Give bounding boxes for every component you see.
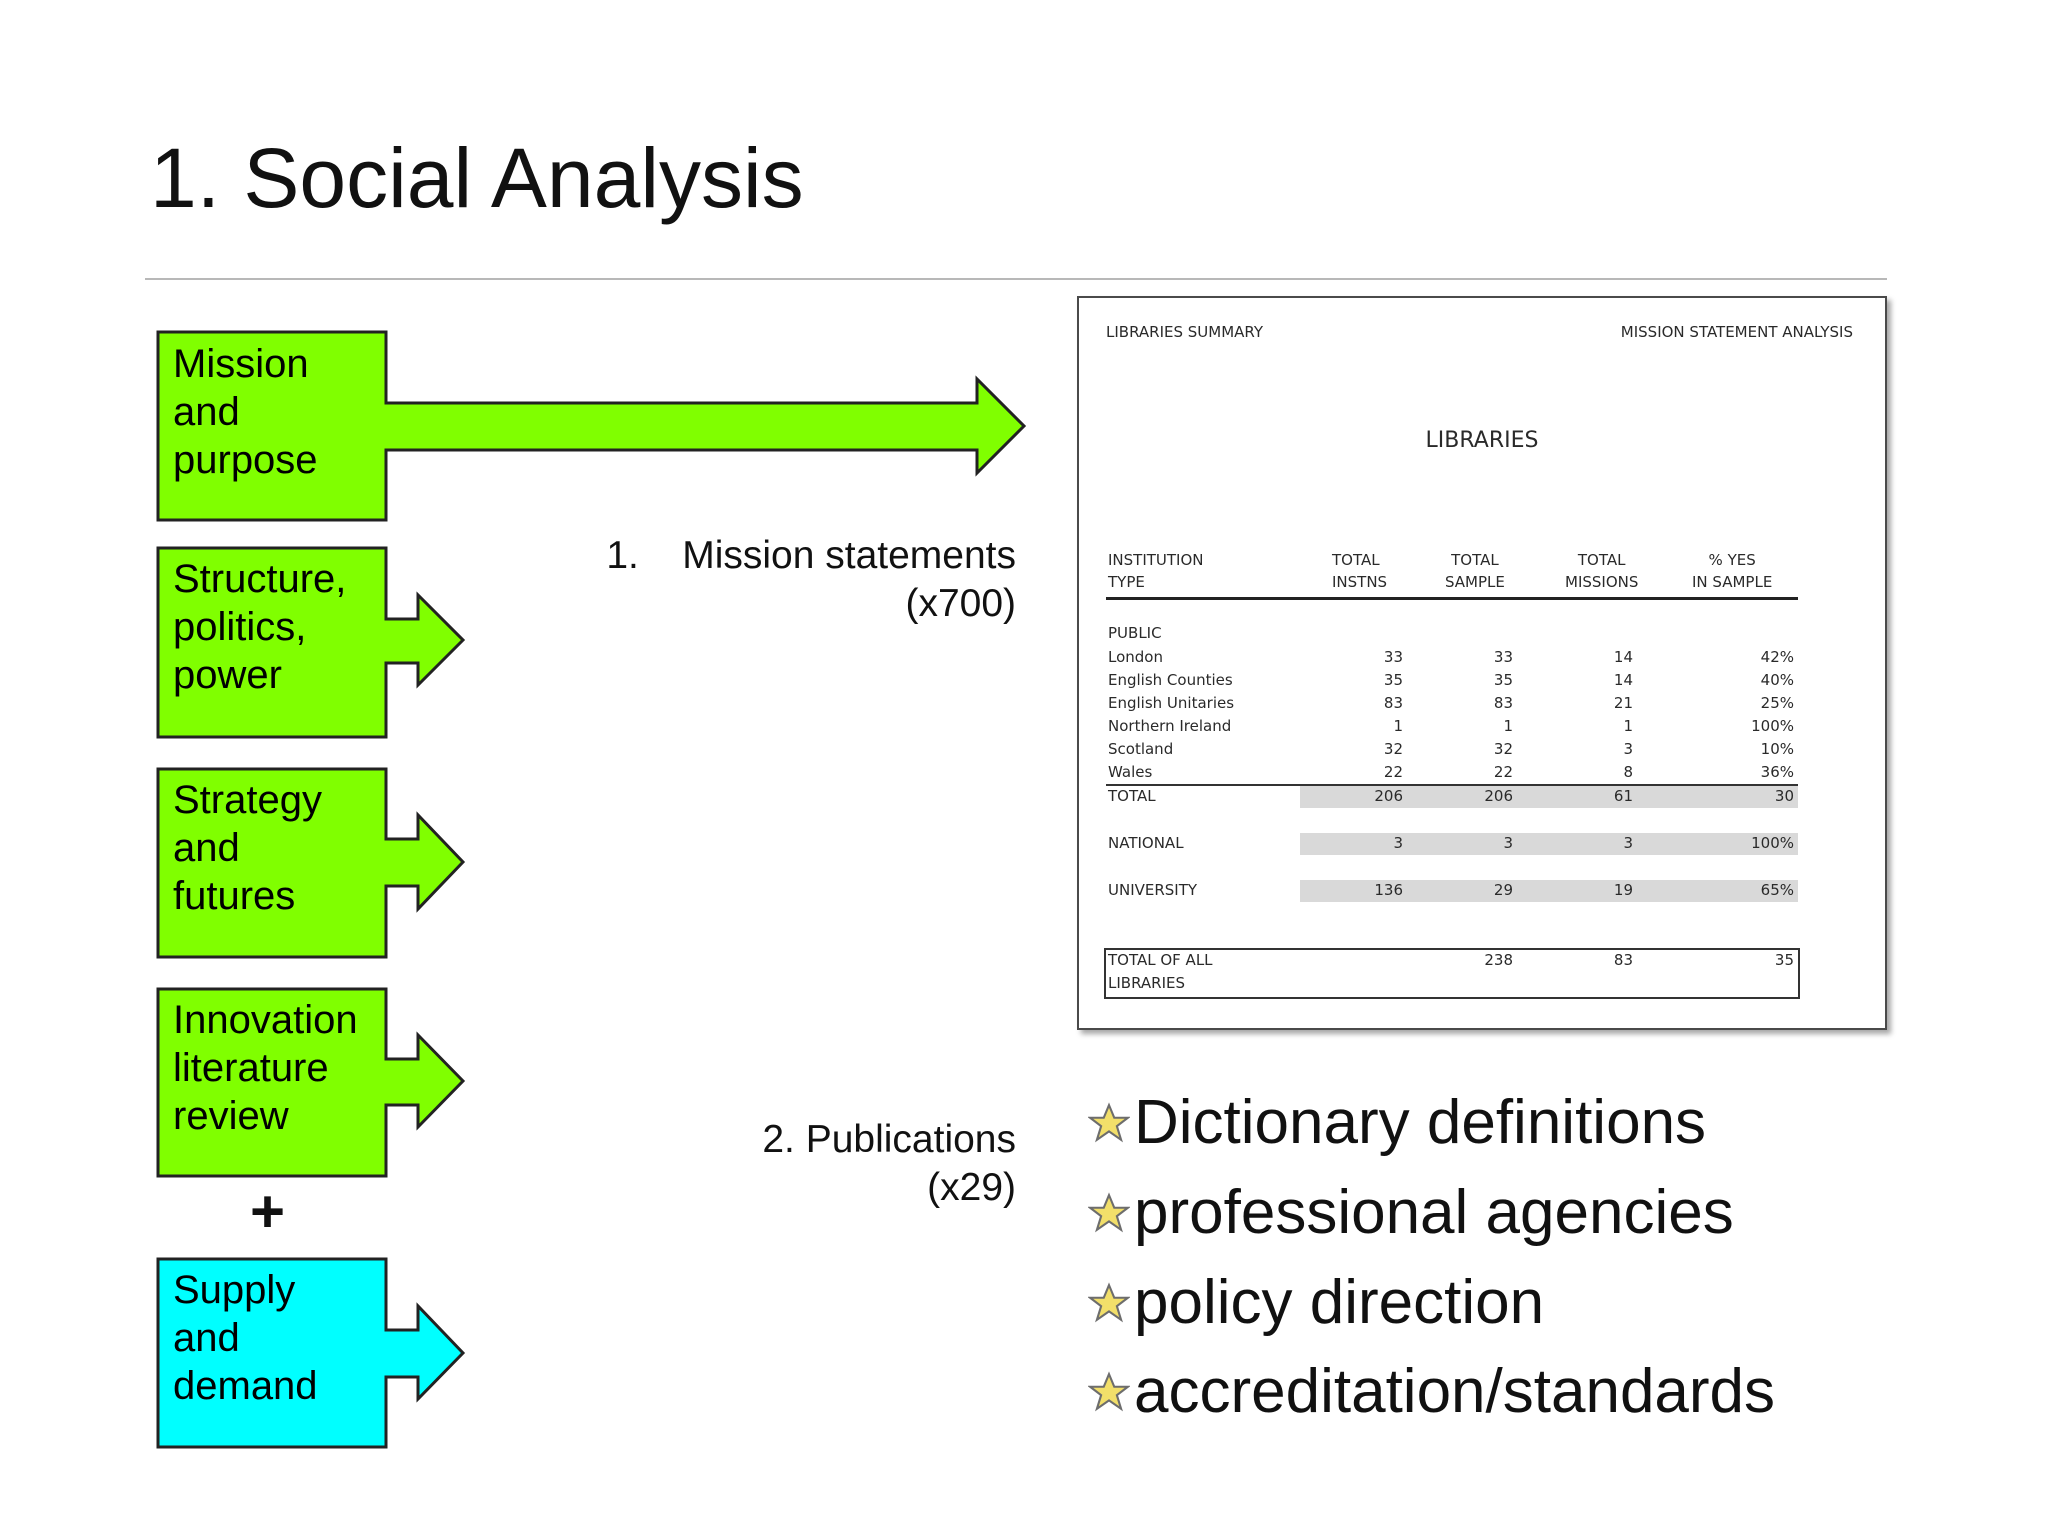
public-row-cell: 40%: [1760, 671, 1794, 689]
col-header-line: TYPE: [1108, 573, 1145, 591]
box-label-line: review: [173, 1094, 289, 1138]
public-row-cell: 1: [1393, 717, 1403, 735]
box-label-line: Supply: [173, 1268, 296, 1312]
total-row-cell: 206: [1374, 787, 1403, 805]
university-row-label: UNIVERSITY: [1108, 881, 1198, 899]
col-header-line: TOTAL: [1332, 551, 1380, 569]
star-icon: [1088, 1102, 1130, 1144]
public-row-cell: 42%: [1760, 648, 1794, 666]
box-label-line: Innovation: [173, 998, 358, 1042]
public-row-cell: 33: [1493, 648, 1513, 666]
col-header-line: INSTNS: [1332, 573, 1388, 591]
university-row-cell: 136: [1374, 881, 1403, 899]
bullet-text: Dictionary definitions: [1134, 1088, 1707, 1157]
col-header-line: % YES: [1708, 551, 1756, 569]
libraries-summary-table: [1077, 296, 1887, 1030]
bullet-item: [1088, 1353, 1775, 1431]
public-row-cell: 32: [1383, 740, 1403, 758]
public-row-cell: 83: [1493, 694, 1513, 712]
public-row-label: London: [1108, 648, 1163, 666]
public-row-cell: 3: [1623, 740, 1633, 758]
box-strategy-label: [173, 776, 322, 920]
bullet-text: policy direction: [1134, 1268, 1545, 1337]
bullet-item: [1088, 1084, 1706, 1162]
box-supply-label: [173, 1266, 318, 1410]
public-row-cell: 8: [1623, 763, 1633, 781]
public-row-label: English Counties: [1108, 671, 1233, 689]
star-icon: [1088, 1192, 1130, 1234]
box-label-line: literature: [173, 1046, 329, 1090]
table-header-left: LIBRARIES SUMMARY: [1106, 323, 1264, 341]
public-row-cell: 35: [1493, 671, 1513, 689]
total-row-label: TOTAL: [1108, 787, 1156, 805]
public-row-cell: 22: [1493, 763, 1513, 781]
public-row-cell: 36%: [1760, 763, 1794, 781]
university-row-cell: 65%: [1760, 881, 1794, 899]
col-header-line: INSTITUTION: [1108, 551, 1204, 569]
box-label-line: power: [173, 653, 282, 697]
mission-statements-line: 1. Mission statements: [606, 534, 1016, 577]
col-header-line: TOTAL: [1451, 551, 1499, 569]
bullet-item: [1088, 1264, 1544, 1342]
publications-line: 2. Publications: [762, 1118, 1016, 1161]
public-row-cell: 21: [1613, 694, 1633, 712]
grand-total-label: [1108, 949, 1213, 995]
grand-total-label-line: LIBRARIES: [1108, 974, 1185, 992]
box-innovation-label: [173, 996, 358, 1140]
public-row-cell: 14: [1613, 671, 1633, 689]
col-header-line: SAMPLE: [1445, 573, 1505, 591]
university-row-cell: 29: [1493, 881, 1513, 899]
box-label-line: Strategy: [173, 778, 322, 822]
table-header-right: MISSION STATEMENT ANALYSIS: [1620, 323, 1853, 341]
section-public: PUBLIC: [1108, 624, 1162, 642]
public-row-label: English Unitaries: [1108, 694, 1235, 712]
national-row-cell: 3: [1393, 834, 1403, 852]
total-row-cell: 30: [1774, 787, 1794, 805]
col-header-line: MISSIONS: [1565, 573, 1639, 591]
mission-statements-count: (x700): [905, 582, 1016, 625]
box-label-line: Structure,: [173, 557, 347, 601]
bullet-text: professional agencies: [1134, 1178, 1734, 1247]
public-row-cell: 100%: [1751, 717, 1794, 735]
star-icon: [1088, 1282, 1130, 1324]
grand-total-sample: 238: [1484, 951, 1513, 969]
star-icon: [1088, 1371, 1130, 1413]
public-row-cell: 25%: [1760, 694, 1794, 712]
public-row-cell: 32: [1493, 740, 1513, 758]
national-row-label: NATIONAL: [1108, 834, 1184, 852]
public-row-label: Scotland: [1108, 740, 1174, 758]
table-rows: [1079, 298, 1885, 1028]
col-header-line: TOTAL: [1577, 551, 1626, 569]
mission-statements-label: [606, 532, 1016, 628]
table-title: LIBRARIES: [1425, 428, 1539, 453]
box-label-line: demand: [173, 1364, 318, 1408]
publications-label: [762, 1116, 1016, 1212]
public-row-label: Wales: [1108, 763, 1153, 781]
box-structure-label: [173, 555, 346, 699]
box-label-line: and: [173, 826, 240, 870]
national-row-cell: 3: [1503, 834, 1513, 852]
grand-total-pct: 35: [1774, 951, 1794, 969]
grand-total-missions: 83: [1613, 951, 1633, 969]
public-row-cell: 1: [1503, 717, 1513, 735]
university-row-cell: 19: [1613, 881, 1633, 899]
box-label-line: purpose: [173, 438, 318, 482]
national-row-cell: 3: [1623, 834, 1633, 852]
national-row-cell: 100%: [1751, 834, 1794, 852]
box-mission-label: [173, 340, 318, 484]
public-row-cell: 1: [1623, 717, 1633, 735]
bullet-text: accreditation/standards: [1134, 1357, 1776, 1426]
plus-sign: +: [250, 1178, 286, 1245]
bullet-item: [1088, 1174, 1734, 1252]
slide-title: 1. Social Analysis: [150, 131, 804, 225]
publications-count: (x29): [927, 1166, 1016, 1209]
box-label-line: and: [173, 390, 240, 434]
public-row-cell: 35: [1383, 671, 1403, 689]
public-row-cell: 10%: [1760, 740, 1794, 758]
total-row-cell: 61: [1613, 787, 1633, 805]
box-label-line: Mission: [173, 342, 309, 386]
public-row-cell: 33: [1383, 648, 1403, 666]
public-row-cell: 22: [1383, 763, 1403, 781]
public-row-cell: 14: [1613, 648, 1633, 666]
box-label-line: and: [173, 1316, 240, 1360]
box-label-line: futures: [173, 874, 296, 918]
public-row-cell: 83: [1383, 694, 1403, 712]
col-header-line: IN SAMPLE: [1692, 573, 1773, 591]
public-row-label: Northern Ireland: [1108, 717, 1232, 735]
box-label-line: politics,: [173, 605, 307, 649]
grand-total-label-line: TOTAL OF ALL: [1108, 951, 1213, 969]
total-row-cell: 206: [1484, 787, 1513, 805]
